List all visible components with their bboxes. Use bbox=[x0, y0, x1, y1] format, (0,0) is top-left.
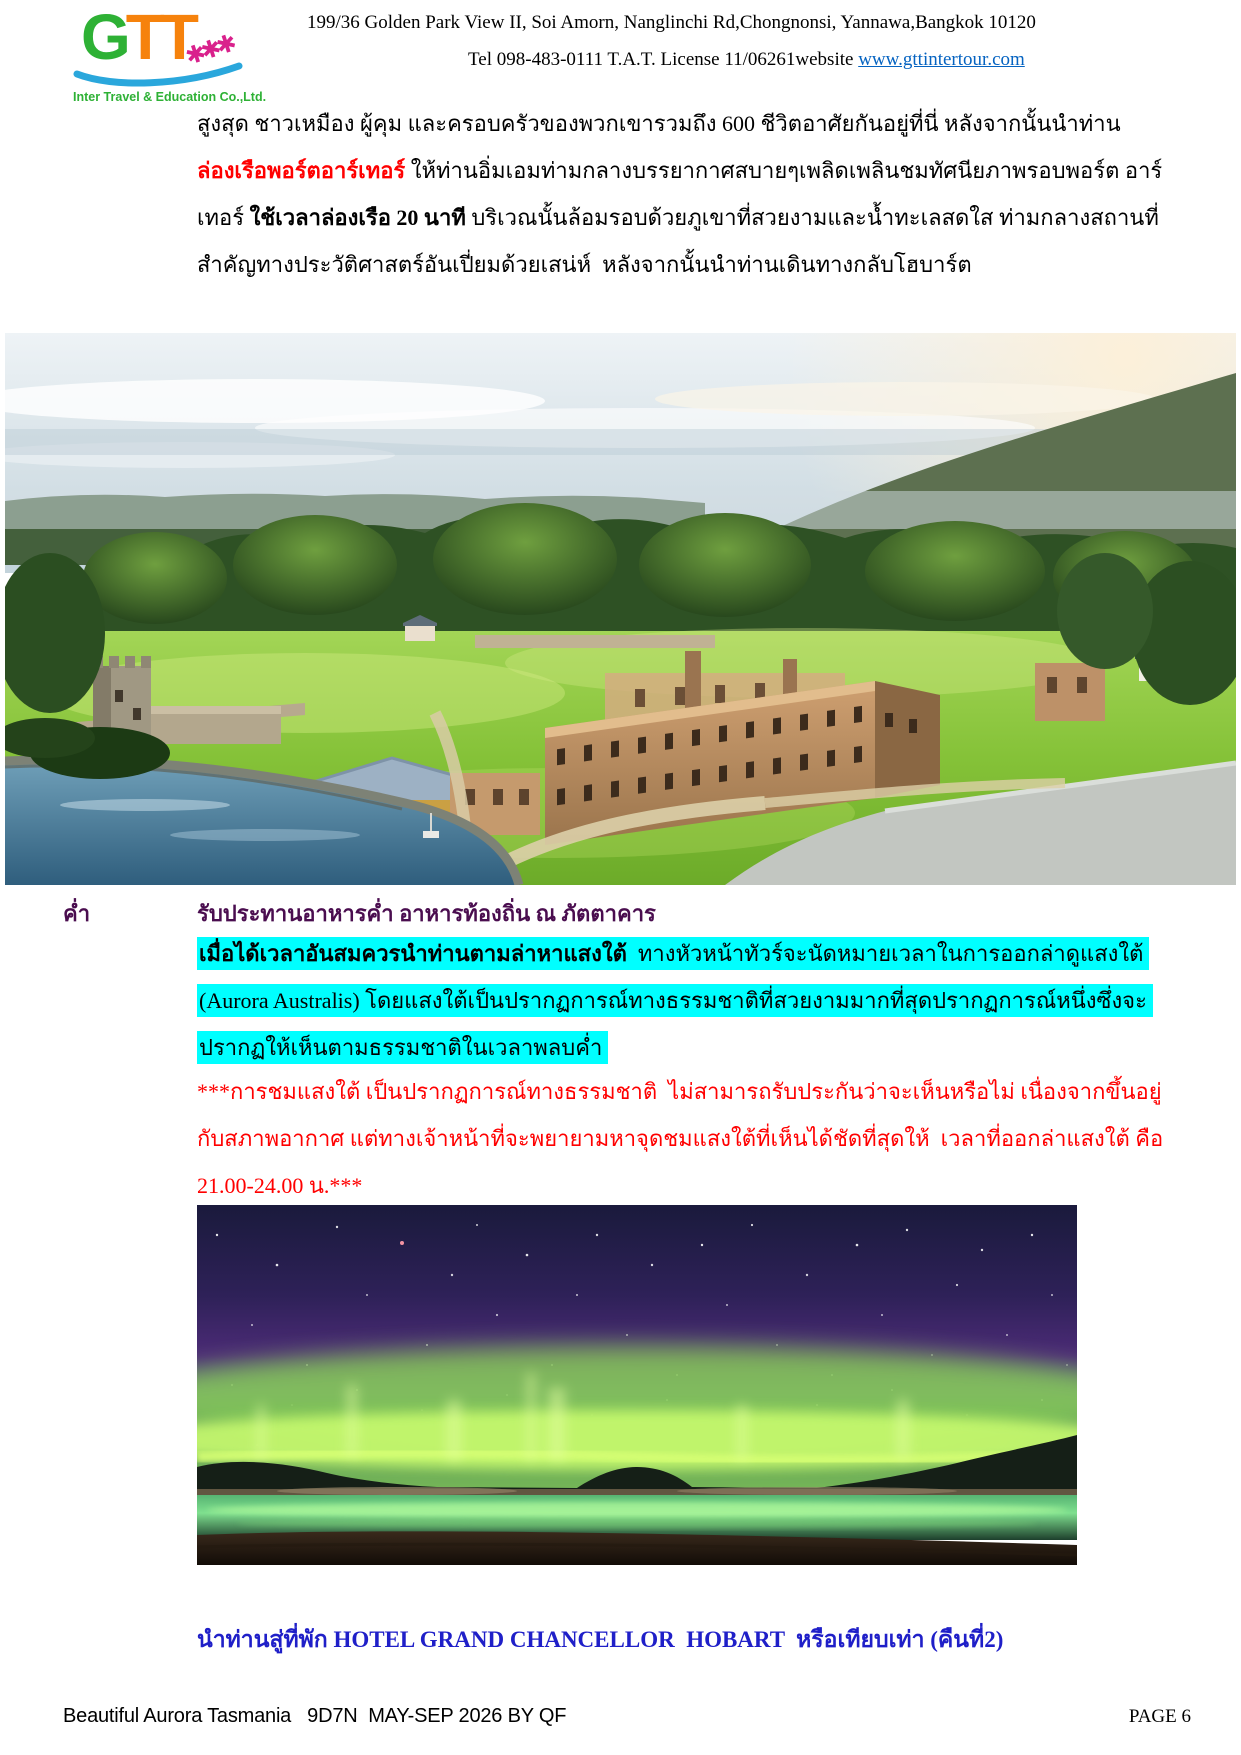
aurora-hunt-highlight-1 bbox=[197, 937, 1149, 970]
disclaimer-line-3: 21.00-24.00 น.*** bbox=[197, 1173, 363, 1198]
cruise-highlight-text: ล่องเรือพอร์ตอาร์เทอร์ bbox=[197, 158, 406, 183]
hotel-line: นำท่านสู่ที่พัก HOTEL GRAND CHANCELLOR HOBART หรือเทียบเท่า (คืนที่2) bbox=[197, 1627, 1004, 1652]
aurora-hunt-line-1 bbox=[197, 930, 1153, 977]
aurora-scene bbox=[197, 1205, 1077, 1565]
intro-line-2 bbox=[197, 147, 1162, 194]
aurora-hunt-block bbox=[197, 930, 1153, 1071]
dinner-text: รับประทานอาหารค่ำ อาหารท้องถิ่น ณ ภัตตาคาร bbox=[197, 901, 656, 926]
aurora-hunt-line-2 bbox=[197, 977, 1153, 1024]
aurora-hunt-highlight-2: (Aurora Australis) โดยแสงใต้เป็นปรากฏการณ์ทางธรรมชาติที่สวยงามมากที่สุดปรากฏการณ์หนึ่งซึ่งจะ bbox=[197, 984, 1153, 1017]
aurora-hunt-line-3 bbox=[197, 1024, 1153, 1071]
aurora-hunt-bold: เมื่อได้เวลาอันสมควรนำท่านตามล่าหาแสงใต้ bbox=[199, 941, 627, 966]
footer-tour-title: Beautiful Aurora Tasmania 9D7N MAY-SEP 2026 BY QF bbox=[63, 1705, 567, 1727]
logo-subtitle: Inter Travel & Education Co.,Ltd. bbox=[73, 90, 267, 104]
disclaimer-line-2: กับสภาพอากาศ แต่ทางเจ้าหน้าที่จะพยายามหาจุดชมแสงใต้ที่เห็นได้ชัดที่สุดให้ เวลาที่ออกล่าแสงใต้ คือ bbox=[197, 1126, 1164, 1151]
company-contact bbox=[468, 49, 1025, 71]
logo-swoosh-icon bbox=[73, 58, 245, 92]
disclaimer-line-1: ***การชมแสงใต้ เป็นปรากฏการณ์ทางธรรมชาติ ไม่สามารถรับประกันว่าจะเห็นหรือไม่ เนื่องจากขึ้นอยู่ bbox=[197, 1079, 1162, 1104]
disclaimer-block bbox=[197, 1068, 1163, 1209]
intro-line-2-rest: ให้ท่านอิ่มเอมท่ามกลางบรรยากาศสบายๆเพลิดเพลินชมทัศนียภาพรอบพอร์ต อาร์ bbox=[405, 158, 1163, 183]
company-address: 199/36 Golden Park View II, Soi Amorn, Nanglinchi Rd,Chongnonsi, Yannawa,Bangkok 10120 bbox=[307, 12, 1036, 33]
company-logo bbox=[73, 1, 267, 112]
port-arthur-scene bbox=[5, 333, 1236, 885]
aurora-hunt-highlight-3: ปรากฏให้เห็นตามธรรมชาติในเวลาพลบค่ำ bbox=[197, 1031, 608, 1064]
logo-flower-icon: ✱✱✱ bbox=[181, 29, 237, 71]
intro-line-4: สำคัญทางประวัติศาสตร์อันเปี่ยมด้วยเสน่ห์ หลังจากนั้นนำท่านเดินทางกลับโฮบาร์ต bbox=[197, 252, 972, 277]
aurora-bands bbox=[197, 1345, 1077, 1470]
intro-line-3 bbox=[197, 194, 1162, 241]
aurora-photo bbox=[197, 1205, 1077, 1565]
aurora-hunt-line-1-rest: ทางหัวหน้าทัวร์จะนัดหมายเวลาในการออกล่าดูแสงใต้ bbox=[626, 941, 1144, 966]
logo-letters-tt: TT bbox=[125, 1, 194, 73]
intro-paragraph bbox=[197, 100, 1162, 288]
logo-letter-g: G bbox=[81, 1, 126, 73]
contact-text: Tel 098-483-0111 T.A.T. License 11/06261website bbox=[468, 49, 859, 70]
intro-line-3-pre: เทอร์ bbox=[197, 205, 250, 230]
intro-line-3-rest: บริเวณนั้นล้อมรอบด้วยภูเขาที่สวยงามและน้ำทะเลสดใส ท่ามกลางสถานที่ bbox=[465, 205, 1159, 230]
cruise-duration-text: ใช้เวลาล่องเรือ 20 นาที bbox=[249, 205, 466, 230]
footer-page-number: PAGE 6 bbox=[1128, 1706, 1191, 1727]
website-link[interactable]: www.gttintertour.com bbox=[858, 49, 1025, 70]
port-arthur-photo bbox=[5, 333, 1236, 885]
intro-line-1: สูงสุด ชาวเหมือง ผู้คุม และครอบครัวของพวกเขารวมถึง 600 ชีวิตอาศัยกันอยู่ที่นี่ หลังจากนั้นนำท่าน bbox=[197, 111, 1121, 136]
time-label: ค่ำ bbox=[63, 901, 91, 926]
